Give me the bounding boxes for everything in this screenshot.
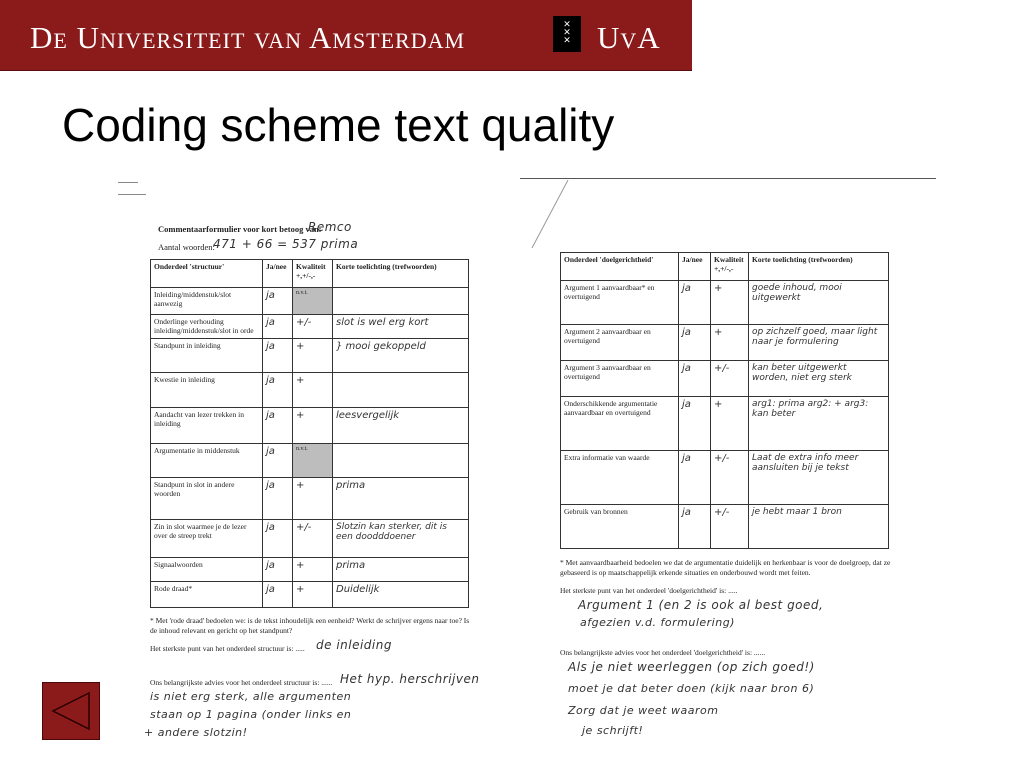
table-row	[151, 582, 469, 608]
row-kwaliteit: +	[293, 558, 333, 582]
row-kwaliteit: +	[293, 408, 333, 444]
scan-left-form	[118, 172, 498, 762]
handwriting-advice: + andere slotzin!	[144, 726, 248, 739]
scan-edge-mark	[118, 182, 138, 183]
table-header: Kwaliteit +,+/-,-	[711, 253, 749, 281]
row-toelichting: } mooi gekoppeld	[333, 339, 469, 373]
advice-label: Ons belangrijkste advies voor het onderdeel structuur is: ......	[150, 678, 333, 687]
table-header: Kwaliteit +,+/-,-	[293, 260, 333, 288]
table-row	[151, 520, 469, 558]
banner-abbrev: UvA	[597, 20, 661, 55]
handwriting-advice: Zorg dat je weet waarom	[568, 704, 719, 717]
table-header-row	[561, 253, 889, 281]
row-kwaliteit: n.v.t.	[293, 288, 333, 315]
row-kwaliteit: +/-	[711, 451, 749, 505]
table-header: Ja/nee	[263, 260, 293, 288]
scan-right-form	[520, 178, 936, 758]
handwriting-strongest: afgezien v.d. formulering)	[580, 616, 735, 629]
slide-title: Coding scheme text quality	[62, 99, 615, 151]
strongest-label: Het sterkste punt van het onderdeel structuur is: .....	[150, 644, 305, 653]
row-janee: ja	[679, 325, 711, 361]
strongest-label: Het sterkste punt van het onderdeel 'doelgerichtheid' is: .....	[560, 586, 738, 595]
row-item: Zin in slot waarmee je de lezer over de streep trekt	[151, 520, 263, 558]
row-kwaliteit: +	[711, 397, 749, 451]
row-kwaliteit: +	[293, 582, 333, 608]
row-janee: ja	[263, 315, 293, 339]
back-arrow-icon	[49, 689, 93, 733]
university-banner	[0, 0, 692, 71]
banner-text: De Universiteit van Amsterdam	[30, 20, 466, 55]
row-kwaliteit: +/-	[711, 505, 749, 549]
row-kwaliteit: +	[293, 373, 333, 408]
row-item: Standpunt in slot in andere woorden	[151, 478, 263, 520]
row-janee: ja	[263, 408, 293, 444]
row-janee: ja	[263, 444, 293, 478]
row-janee: ja	[679, 281, 711, 325]
handwriting-advice: staan op 1 pagina (onder links en	[150, 708, 352, 721]
table-row	[151, 558, 469, 582]
row-kwaliteit: +	[293, 478, 333, 520]
row-toelichting	[333, 444, 469, 478]
row-toelichting: Laat de extra info meer aansluiten bij je tekst	[749, 451, 889, 505]
row-toelichting: goede inhoud, mooi uitgewerkt	[749, 281, 889, 325]
handwriting-strongest: Argument 1 (en 2 is ook al best goed,	[578, 598, 824, 612]
row-item: Standpunt in inleiding	[151, 339, 263, 373]
row-kwaliteit: n.v.t.	[293, 444, 333, 478]
advice-label: Ons belangrijkste advies voor het onderdeel 'doelgerichtheid' is: ......	[560, 648, 766, 657]
row-toelichting: prima	[333, 558, 469, 582]
row-kwaliteit: +/-	[293, 315, 333, 339]
table-row	[151, 478, 469, 520]
row-janee: ja	[679, 505, 711, 549]
row-janee: ja	[263, 520, 293, 558]
goal-table	[560, 252, 889, 549]
row-toelichting: prima	[333, 478, 469, 520]
table-row	[151, 315, 469, 339]
structure-table	[150, 259, 469, 608]
row-item: Argumentatie in middenstuk	[151, 444, 263, 478]
row-kwaliteit: +	[293, 339, 333, 373]
row-janee: ja	[679, 361, 711, 397]
scan-fold-line	[530, 180, 570, 250]
row-kwaliteit: +/-	[293, 520, 333, 558]
row-janee: ja	[263, 339, 293, 373]
handwriting-advice: Als je niet weerleggen (op zich goed!)	[568, 660, 815, 674]
row-item: Inleiding/middenstuk/slot aanwezig	[151, 288, 263, 315]
row-janee: ja	[263, 558, 293, 582]
row-toelichting: kan beter uitgewerkt worden, niet erg sterk	[749, 361, 889, 397]
row-item: Aandacht van lezer trekken in inleiding	[151, 408, 263, 444]
row-kwaliteit: +	[711, 281, 749, 325]
table-row	[151, 444, 469, 478]
row-toelichting: Slotzin kan sterker, dit is een doodddoener	[333, 520, 469, 558]
table-row	[561, 397, 889, 451]
table-row	[151, 373, 469, 408]
table-header: Ja/nee	[679, 253, 711, 281]
handwriting-strongest: de inleiding	[316, 638, 392, 652]
row-toelichting: slot is wel erg kort	[333, 315, 469, 339]
handwriting-name: Remco	[308, 220, 352, 234]
handwriting-advice: je schrijft!	[582, 724, 644, 737]
handwriting-word-count: 471 + 66 = 537 prima	[213, 237, 359, 251]
row-item: Argument 1 aanvaardbaar* en overtuigend	[561, 281, 679, 325]
row-toelichting: leesvergelijk	[333, 408, 469, 444]
row-item: Argument 2 aanvaardbaar en overtuigend	[561, 325, 679, 361]
row-item: Onderschikkende argumentatie aanvaardbaar en overtuigend	[561, 397, 679, 451]
row-toelichting: op zichzelf goed, maar light naar je formulering	[749, 325, 889, 361]
row-janee: ja	[679, 397, 711, 451]
handwriting-advice: Het hyp. herschrijven	[340, 672, 480, 686]
row-item: Signaalwoorden	[151, 558, 263, 582]
handwriting-advice: is niet erg sterk, alle argumenten	[150, 690, 352, 703]
row-item: Kwestie in inleiding	[151, 373, 263, 408]
table-header: Korte toelichting (trefwoorden)	[333, 260, 469, 288]
uva-crest-icon: ✕ ✕ ✕	[553, 16, 581, 52]
scan-top-edge	[520, 178, 936, 179]
row-toelichting: Duidelijk	[333, 582, 469, 608]
table-header-row	[151, 260, 469, 288]
table-row	[151, 408, 469, 444]
table-row	[561, 361, 889, 397]
table-header: Onderdeel 'structuur'	[151, 260, 263, 288]
table-row	[561, 281, 889, 325]
table-row	[151, 288, 469, 315]
table-header: Onderdeel 'doelgerichtheid'	[561, 253, 679, 281]
row-item: Gebruik van bronnen	[561, 505, 679, 549]
table-row	[561, 325, 889, 361]
row-janee: ja	[263, 582, 293, 608]
row-item: Argument 3 aanvaardbaar en overtuigend	[561, 361, 679, 397]
row-janee: ja	[263, 478, 293, 520]
row-item: Rode draad*	[151, 582, 263, 608]
table-row	[561, 451, 889, 505]
footnote: * Met aanvaardbaarheid bedoelen we dat de argumentatie duidelijk en herkenbaar is voor de doelgroep, dat ze gebaseerd is op maatschappelijk erkende situaties en onderbouwd wordt met feiten.	[560, 558, 891, 577]
row-toelichting	[333, 373, 469, 408]
table-row	[561, 505, 889, 549]
row-janee: ja	[263, 288, 293, 315]
row-toelichting: arg1: prima arg2: + arg3: kan beter	[749, 397, 889, 451]
form-title: Commentaarformulier voor kort betoog van:	[158, 224, 322, 234]
row-janee: ja	[679, 451, 711, 505]
handwriting-advice: moet je dat beter doen (kijk naar bron 6)	[568, 682, 815, 695]
words-label: Aantal woorden:	[158, 242, 215, 252]
row-item: Onderlinge verhouding inleiding/middenstuk/slot in orde	[151, 315, 263, 339]
row-kwaliteit: +/-	[711, 361, 749, 397]
back-button[interactable]	[42, 682, 100, 740]
footnote: * Met 'rode draad' bedoelen we: is de tekst inhoudelijk een eenheid? Werkt de schrijver ergens naar toe? Is de inhoud relevant en gericht op het standpunt?	[150, 616, 470, 635]
row-item: Extra informatie van waarde	[561, 451, 679, 505]
row-kwaliteit: +	[711, 325, 749, 361]
table-row	[151, 339, 469, 373]
row-janee: ja	[263, 373, 293, 408]
table-header: Korte toelichting (trefwoorden)	[749, 253, 889, 281]
row-toelichting: je hebt maar 1 bron	[749, 505, 889, 549]
scan-edge-mark	[118, 194, 146, 195]
row-toelichting	[333, 288, 469, 315]
